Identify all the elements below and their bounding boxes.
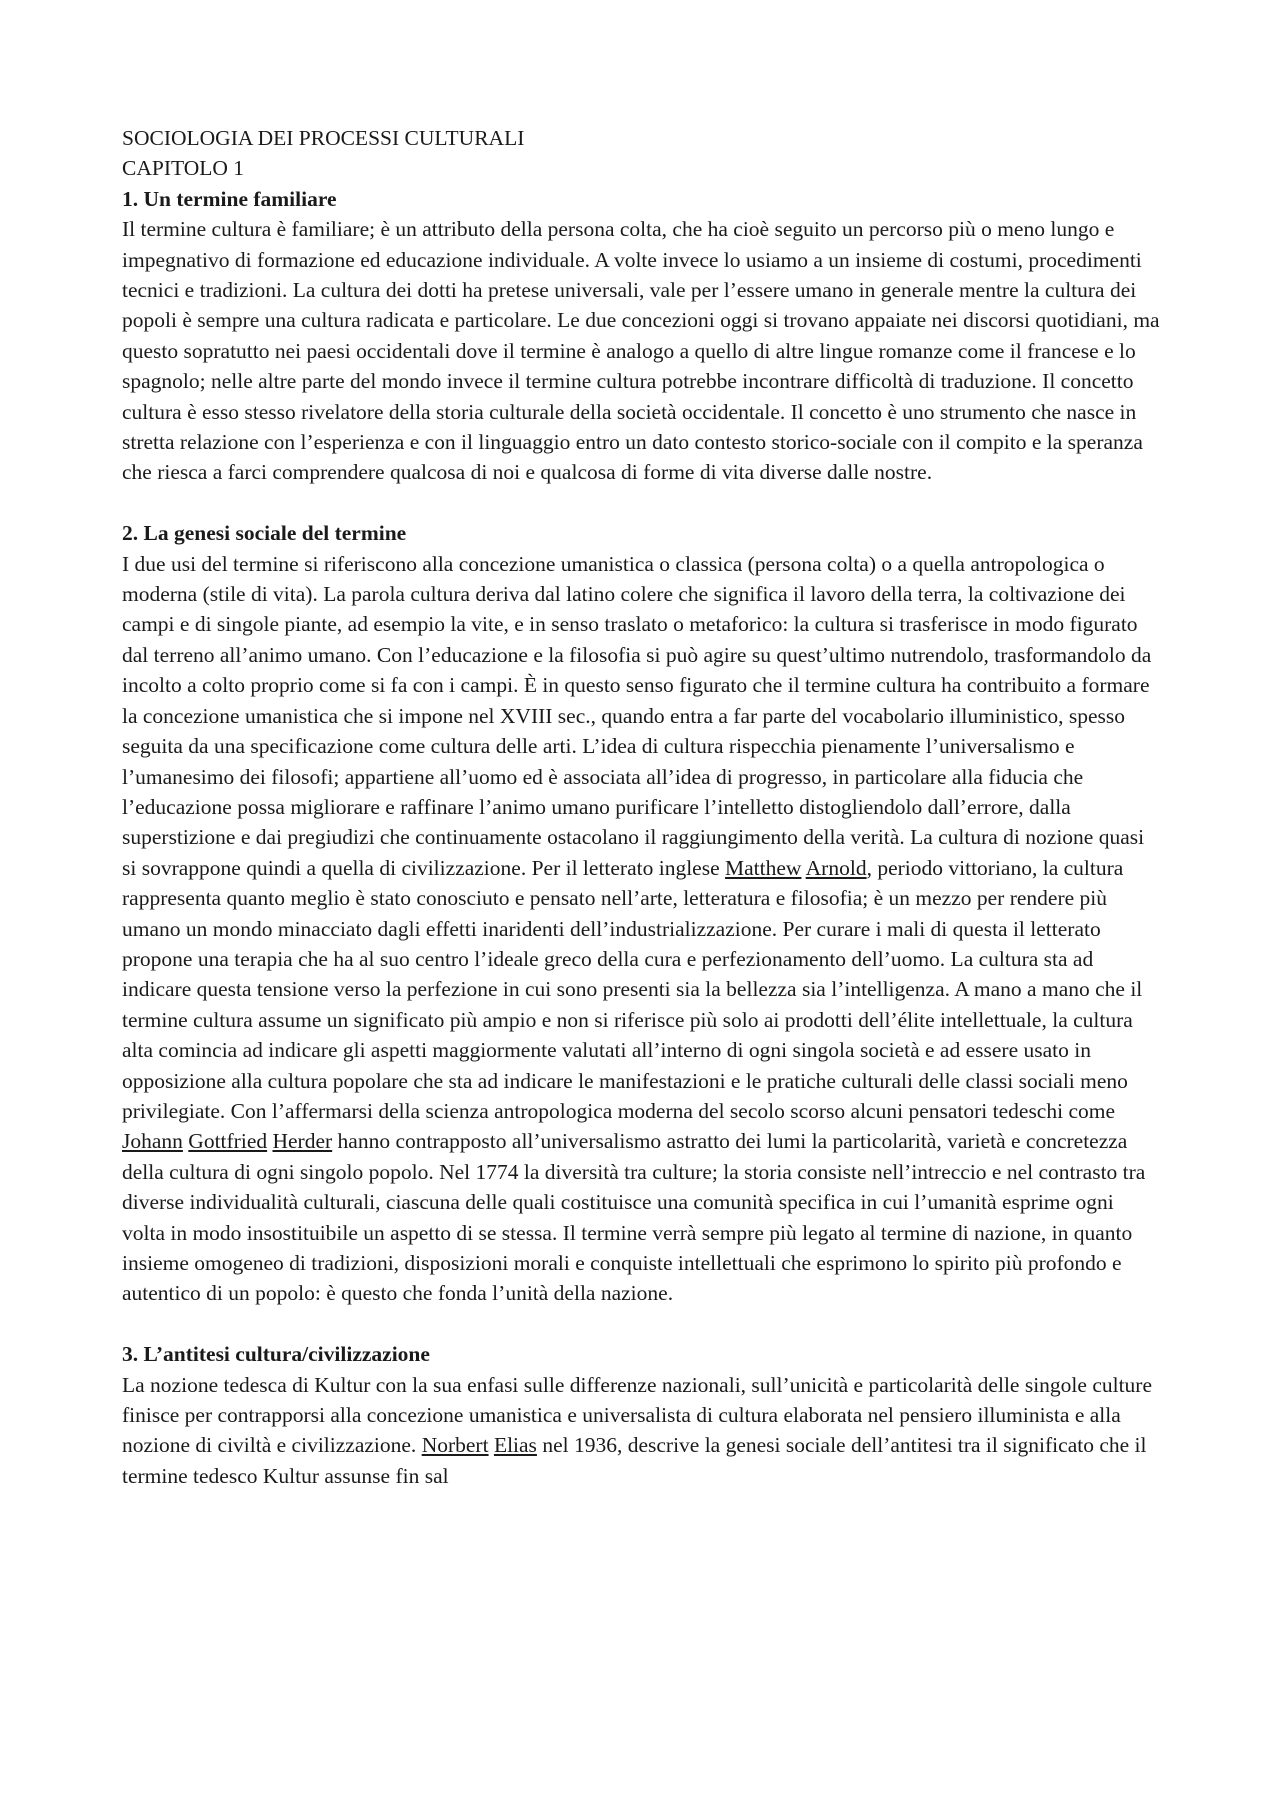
document-title: SOCIOLOGIA DEI PROCESSI CULTURALI	[122, 126, 525, 150]
section-2-text-c: hanno contrapposto all’universalismo astratto dei lumi la particolarità, varietà e concretezza della cultura di ogni singolo popolo. Nel 1774 la diversità tra culture; la storia consiste nell’intreccio e nel contrasto tra diverse individualità culturali, ciascuna delle quali costituisce una comunità specifica in cui l’umanità esprime ogni volta in modo insostituibile un aspetto di se stessa. Il termine verrà sempre più legato al termine di nazione, in quanto insieme omogeneo di tradizioni, disposizioni morali e conquiste intellettuali che esprimono lo spirito più profondo e autentico di un popolo: è questo che fonda l’unità della nazione.	[122, 1129, 1146, 1306]
section-2-text-b: , periodo vittoriano, la cultura rappresenta quanto meglio è stato conosciuto e pensato nell’arte, letteratura e filosofia; è un mezzo per rendere più umano un mondo minacciato dagli effetti inaridenti dell’industrializzazione. Per curare i mali di questa il letterato propone una terapia che ha al suo centro l’ideale greco della cura e perfezionamento dell’uomo. La cultura sta ad indicare questa tensione verso la perfezione in cui sono presenti sia la bellezza sia l’intelligenza. A mano a mano che il termine cultura assume un significato più ampio e non si riferisce più solo ai prodotti dell’élite intellettuale, la cultura alta comincia ad indicare gli aspetti maggiormente valutati all’interno di ogni singola società e ad essere usato in opposizione alla cultura popolare che sta ad indicare le manifestazioni e le pratiche culturali delle classi sociali meno privilegiate. Con l’affermarsi della scienza antropologica moderna del secolo scorso alcuni pensatori tedeschi come	[122, 855, 1143, 1123]
link-arnold[interactable]: Arnold	[805, 855, 867, 880]
paragraph-gap	[122, 488, 1162, 518]
document-page	[122, 123, 1162, 1491]
section-3-text-a: La nozione tedesca di Kultur con la sua enfasi sulle differenze nazionali, sull’unicità e particolarità delle singole culture finisce per contrapporsi alla concezione umanistica e universalista di cultura elaborata nel pensiero illuminista e alla nozione di civiltà e civilizzazione.	[122, 1372, 1153, 1458]
link-elias[interactable]: Elias	[493, 1433, 537, 1458]
section-1-body: Il termine cultura è familiare; è un attributo della persona colta, che ha cioè seguito un percorso più o meno lungo e impegnativo di formazione ed educazione individuale. A volte invece lo usiamo a un insieme di costumi, procedimenti tecnici e tradizioni. La cultura dei dotti ha pretese universali, vale per l’essere umano in generale mentre la cultura dei popoli è sempre una cultura radicata e particolare. Le due concezioni oggi si trovano appaiate nei discorsi quotidiani, ma questo sopratutto nei paesi occidentali dove il termine è analogo a quello di altre lingue romanze come il francese e lo spagnolo; nelle altre parte del mondo invece il termine cultura potrebbe incontrare difficoltà di traduzione. Il concetto cultura è esso stesso rivelatore della storia culturale della società occidentale. Il concetto è uno strumento che nasce in stretta relazione con l’esperienza e con il linguaggio entro un dato contesto storico-sociale con il compito e la speranza che riesca a farci comprendere qualcosa di noi e qualcosa di forme di vita diverse dalle nostre.	[122, 217, 1160, 485]
link-johann[interactable]: Johann	[122, 1129, 183, 1154]
section-2-body	[122, 549, 1162, 1309]
link-gottfried[interactable]: Gottfried	[188, 1129, 268, 1154]
section-3-body	[122, 1370, 1162, 1492]
section-1-heading: 1. Un termine familiare	[122, 186, 337, 211]
section-3-heading: 3. L’antitesi cultura/civilizzazione	[122, 1342, 430, 1367]
section-2-heading: 2. La genesi sociale del termine	[122, 521, 407, 546]
link-norbert[interactable]: Norbert	[421, 1433, 489, 1458]
chapter-label: CAPITOLO 1	[122, 156, 245, 181]
section-2-text-a: I due usi del termine si riferiscono alla concezione umanistica o classica (persona colta) o a quella antropologica o moderna (stile di vita). La parola cultura deriva dal latino colere che significa il lavoro della terra, la coltivazione dei campi e di singole piante, ad esempio la vite, e in senso traslato o metaforico: la cultura si trasferisce in modo figurato dal terreno all’animo umano. Con l’educazione e la filosofia si può agire su quest’ultimo nutrendolo, trasformandolo da incolto a colto proprio come si fa con i campi. È in questo senso figurato che il termine cultura ha contribuito a formare la concezione umanistica che si impone nel XVIII sec., quando entra a far parte del vocabolario illuministico, spesso seguita da una specificazione come cultura delle arti. L’idea di cultura rispecchia pienamente l’universalismo e l’umanesimo dei filosofi; appartiene all’uomo ed è associata all’idea di progresso, in particolare alla fiducia che l’educazione possa migliorare e raffinare l’animo umano purificare l’intelletto distogliendolo dall’errore, dalla superstizione e dai pregiudizi che continuamente ostacolano il raggiungimento della verità. La cultura di nozione quasi si sovrappone quindi a quella di civilizzazione. Per il letterato inglese	[122, 551, 1152, 880]
link-matthew[interactable]: Matthew	[725, 855, 802, 880]
paragraph-gap	[122, 1309, 1162, 1339]
link-herder[interactable]: Herder	[272, 1129, 333, 1154]
section-3-text-b: nel 1936, descrive la genesi sociale dell’antitesi tra il significato che il termine tedesco Kultur assunse fin sal	[122, 1433, 1147, 1488]
